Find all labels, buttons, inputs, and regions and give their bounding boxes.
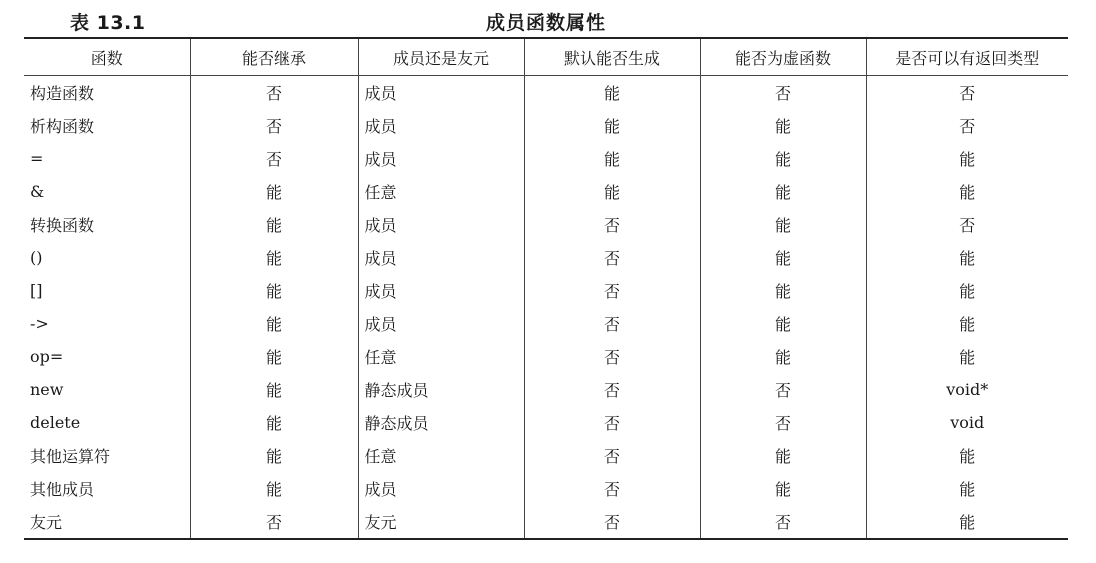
cell-has-return-type: 能 [866, 307, 1068, 340]
cell-can-be-virtual: 否 [700, 505, 866, 539]
cell-function: op= [30, 347, 64, 366]
cell-inheritable: 能 [190, 208, 358, 241]
cell-function: delete [30, 413, 81, 432]
cell-has-return-type: 能 [866, 472, 1068, 505]
cell-has-return-type: 否 [866, 109, 1068, 142]
cell-inheritable: 能 [190, 241, 358, 274]
cell-function: 其他成员 [30, 480, 95, 499]
cell-default-generated: 否 [524, 307, 700, 340]
cell-member-or-friend: 静态成员 [358, 373, 524, 406]
cell-member-or-friend: 静态成员 [358, 406, 524, 439]
cell-member-or-friend: 任意 [358, 439, 524, 472]
table-row [24, 274, 1068, 307]
cell-inheritable: 能 [190, 340, 358, 373]
cell-function: 转换函数 [30, 216, 95, 235]
cell-function: [] [30, 281, 43, 300]
cell-function: -> [30, 314, 49, 333]
cell-member-or-friend: 成员 [358, 307, 524, 340]
cell-can-be-virtual: 能 [700, 142, 866, 175]
cell-inheritable: 能 [190, 175, 358, 208]
cell-inheritable: 能 [190, 307, 358, 340]
header-inheritable: 能否继承 [190, 38, 358, 76]
header-default-generated: 默认能否生成 [524, 38, 700, 76]
table-row [24, 505, 1068, 539]
table-number: 表 13.1 [70, 12, 146, 34]
cell-member-or-friend: 成员 [358, 241, 524, 274]
table-row [24, 406, 1068, 439]
cell-has-return-type: 能 [866, 175, 1068, 208]
cell-can-be-virtual: 否 [700, 76, 866, 110]
table-caption [24, 4, 1068, 36]
table-row [24, 142, 1068, 175]
cell-can-be-virtual: 否 [700, 406, 866, 439]
table-row [24, 241, 1068, 274]
cell-default-generated: 能 [524, 109, 700, 142]
cell-function: new [30, 380, 64, 399]
table-row [24, 175, 1068, 208]
cell-inheritable: 否 [190, 76, 358, 110]
cell-has-return-type: 能 [866, 505, 1068, 539]
table-header-row [24, 38, 1068, 76]
cell-member-or-friend: 成员 [358, 142, 524, 175]
header-function: 函数 [24, 38, 190, 76]
cell-inheritable: 能 [190, 472, 358, 505]
cell-member-or-friend: 成员 [358, 109, 524, 142]
table-row [24, 340, 1068, 373]
cell-function: 其他运算符 [30, 447, 111, 466]
cell-can-be-virtual: 能 [700, 307, 866, 340]
cell-member-or-friend: 任意 [358, 340, 524, 373]
cell-can-be-virtual: 能 [700, 208, 866, 241]
cell-function: & [30, 182, 45, 201]
table-row [24, 76, 1068, 110]
cell-member-or-friend: 成员 [358, 274, 524, 307]
table-body [24, 76, 1068, 540]
cell-function: 构造函数 [30, 84, 95, 103]
cell-default-generated: 否 [524, 406, 700, 439]
cell-default-generated: 否 [524, 274, 700, 307]
cell-can-be-virtual: 能 [700, 472, 866, 505]
cell-can-be-virtual: 能 [700, 109, 866, 142]
cell-has-return-type: 否 [866, 76, 1068, 110]
cell-has-return-type: 能 [866, 142, 1068, 175]
cell-function: () [30, 248, 43, 267]
table-row [24, 109, 1068, 142]
cell-default-generated: 能 [524, 76, 700, 110]
cell-can-be-virtual: 能 [700, 274, 866, 307]
cell-inheritable: 能 [190, 274, 358, 307]
cell-can-be-virtual: 能 [700, 175, 866, 208]
cell-has-return-type: 能 [866, 340, 1068, 373]
header-has-return-type: 是否可以有返回类型 [866, 38, 1068, 76]
cell-default-generated: 否 [524, 241, 700, 274]
cell-has-return-type: void* [866, 373, 1068, 406]
cell-has-return-type: 能 [866, 274, 1068, 307]
cell-inheritable: 能 [190, 439, 358, 472]
cell-inheritable: 能 [190, 406, 358, 439]
cell-member-or-friend: 成员 [358, 472, 524, 505]
cell-function: = [30, 149, 44, 168]
cell-can-be-virtual: 否 [700, 373, 866, 406]
table-row [24, 472, 1068, 505]
cell-default-generated: 否 [524, 340, 700, 373]
header-member-or-friend: 成员还是友元 [358, 38, 524, 76]
table-row [24, 307, 1068, 340]
cell-function: 析构函数 [30, 117, 95, 136]
cell-default-generated: 否 [524, 505, 700, 539]
header-can-be-virtual: 能否为虚函数 [700, 38, 866, 76]
cell-has-return-type: 能 [866, 439, 1068, 472]
cell-default-generated: 能 [524, 175, 700, 208]
table-title: 成员函数属性 [485, 12, 606, 34]
cell-can-be-virtual: 能 [700, 439, 866, 472]
cell-has-return-type: 能 [866, 241, 1068, 274]
cell-member-or-friend: 成员 [358, 76, 524, 110]
cell-default-generated: 否 [524, 472, 700, 505]
cell-has-return-type: void [866, 406, 1068, 439]
table-row [24, 208, 1068, 241]
cell-inheritable: 否 [190, 505, 358, 539]
member-function-properties-table [24, 37, 1068, 540]
table-row [24, 373, 1068, 406]
cell-default-generated: 否 [524, 439, 700, 472]
cell-can-be-virtual: 能 [700, 241, 866, 274]
cell-can-be-virtual: 能 [700, 340, 866, 373]
cell-default-generated: 能 [524, 142, 700, 175]
cell-default-generated: 否 [524, 373, 700, 406]
cell-inheritable: 否 [190, 142, 358, 175]
cell-member-or-friend: 任意 [358, 175, 524, 208]
cell-member-or-friend: 成员 [358, 208, 524, 241]
cell-has-return-type: 否 [866, 208, 1068, 241]
cell-member-or-friend: 友元 [358, 505, 524, 539]
cell-inheritable: 否 [190, 109, 358, 142]
table-row [24, 439, 1068, 472]
cell-default-generated: 否 [524, 208, 700, 241]
cell-function: 友元 [30, 513, 63, 532]
cell-inheritable: 能 [190, 373, 358, 406]
